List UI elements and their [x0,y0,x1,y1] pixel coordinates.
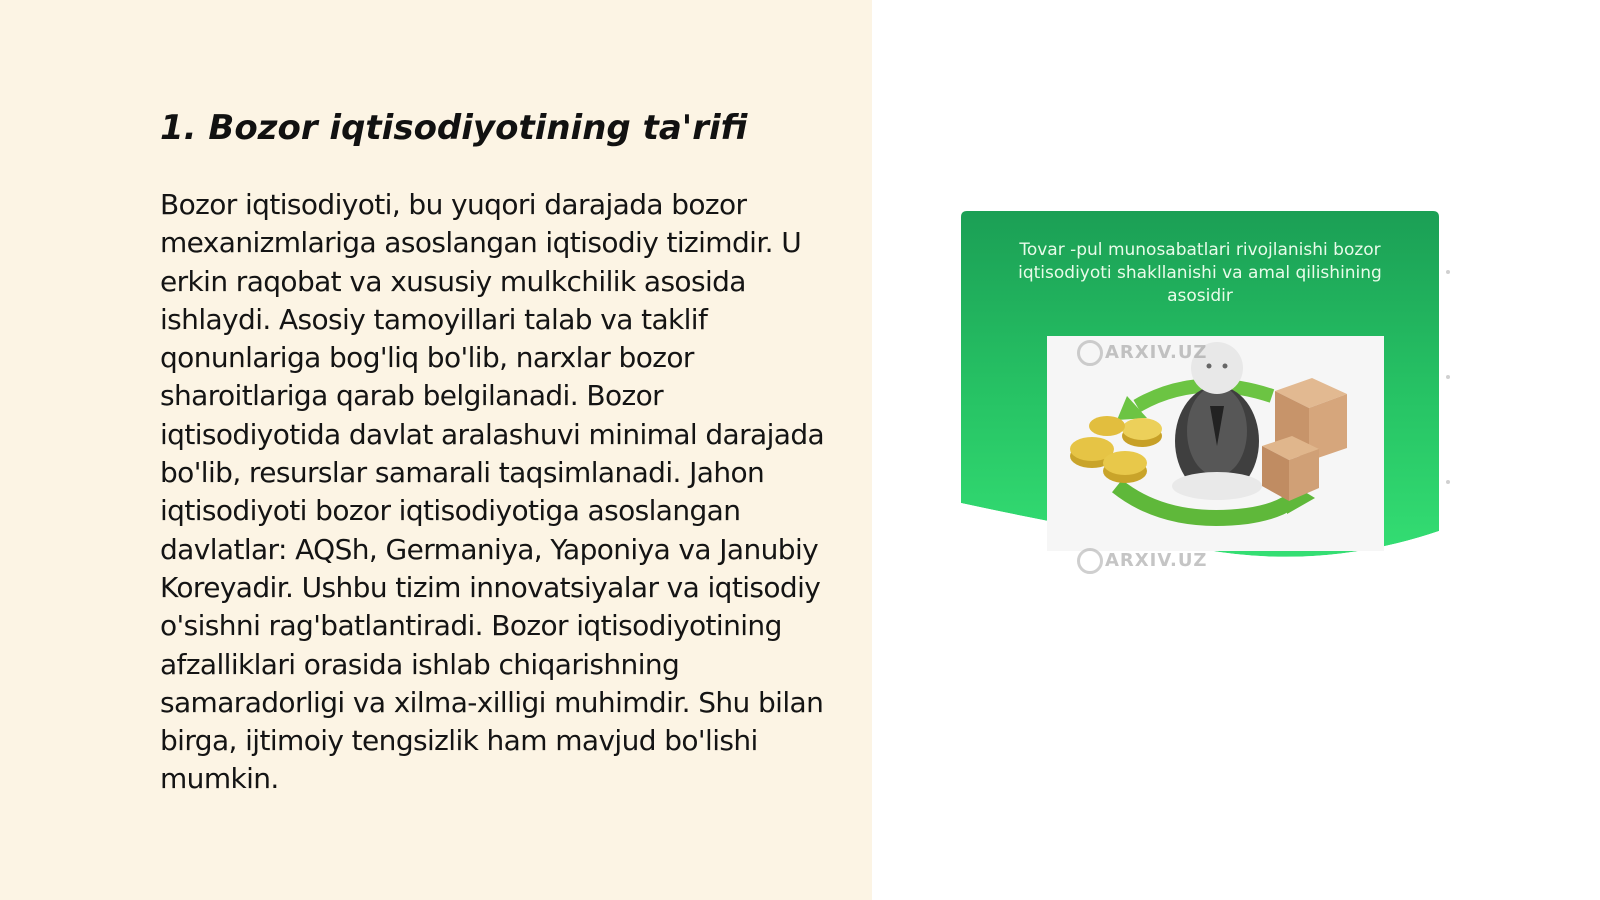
watermark-text: ARXIV.UZ [1105,550,1208,571]
edge-mark [1446,480,1450,484]
watermark-logo-icon [1077,340,1103,366]
coins-icon [1070,416,1162,483]
edge-mark [1446,375,1450,379]
slide-heading: 1. Bozor iqtisodiyotining ta'rifi [160,108,748,148]
watermark-bottom [1077,548,1207,574]
person-coins-boxes-illustration [1047,336,1384,551]
watermark-text: ARXIV.UZ [1105,342,1208,363]
watermark-logo-icon [1077,548,1103,574]
slide-body-text: Bozor iqtisodiyoti, bu yuqori darajada bozor mexanizmlariga asoslangan iqtisodiy tizimdir. U erkin raqobat va xususiy mulkchilik asosida ishlaydi. Asosiy tamoyillari talab va taklif qonunlariga bog'liq bo'lib, narxlar bozor sharoitlariga qarab belgilanadi. Bozor iqtisodiyotida davlat aralashuvi minimal darajada bo'lib, resurslar samarali taqsimlanadi. Jahon iqtisodiyoti bozor iqtisodiyotiga asoslangan davlatlar: AQSh, Germaniya, Yaponiya va Janubiy Koreyadir. Ushbu tizim innovatsiyalar va iqtisodiy o'sishni rag'batlantiradi. Bozor iqtisodiyotining afzalliklari orasida ishlab chiqarishning samaradorligi va xilma-xilligi muhimdir. Shu bilan birga, ijtimoiy tengsizlik ham mavjud bo'lishi mumkin. [160,188,825,796]
market-illustration [1047,336,1384,551]
edge-mark [1446,270,1450,274]
figure-caption: Tovar -pul munosabatlari rivojlanishi bozor iqtisodiyoti shakllanishi va amal qilishining asosidir [1018,240,1382,306]
market-economy-figure [961,211,1439,581]
boxes-icon [1262,378,1347,501]
watermark-top [1077,340,1207,366]
